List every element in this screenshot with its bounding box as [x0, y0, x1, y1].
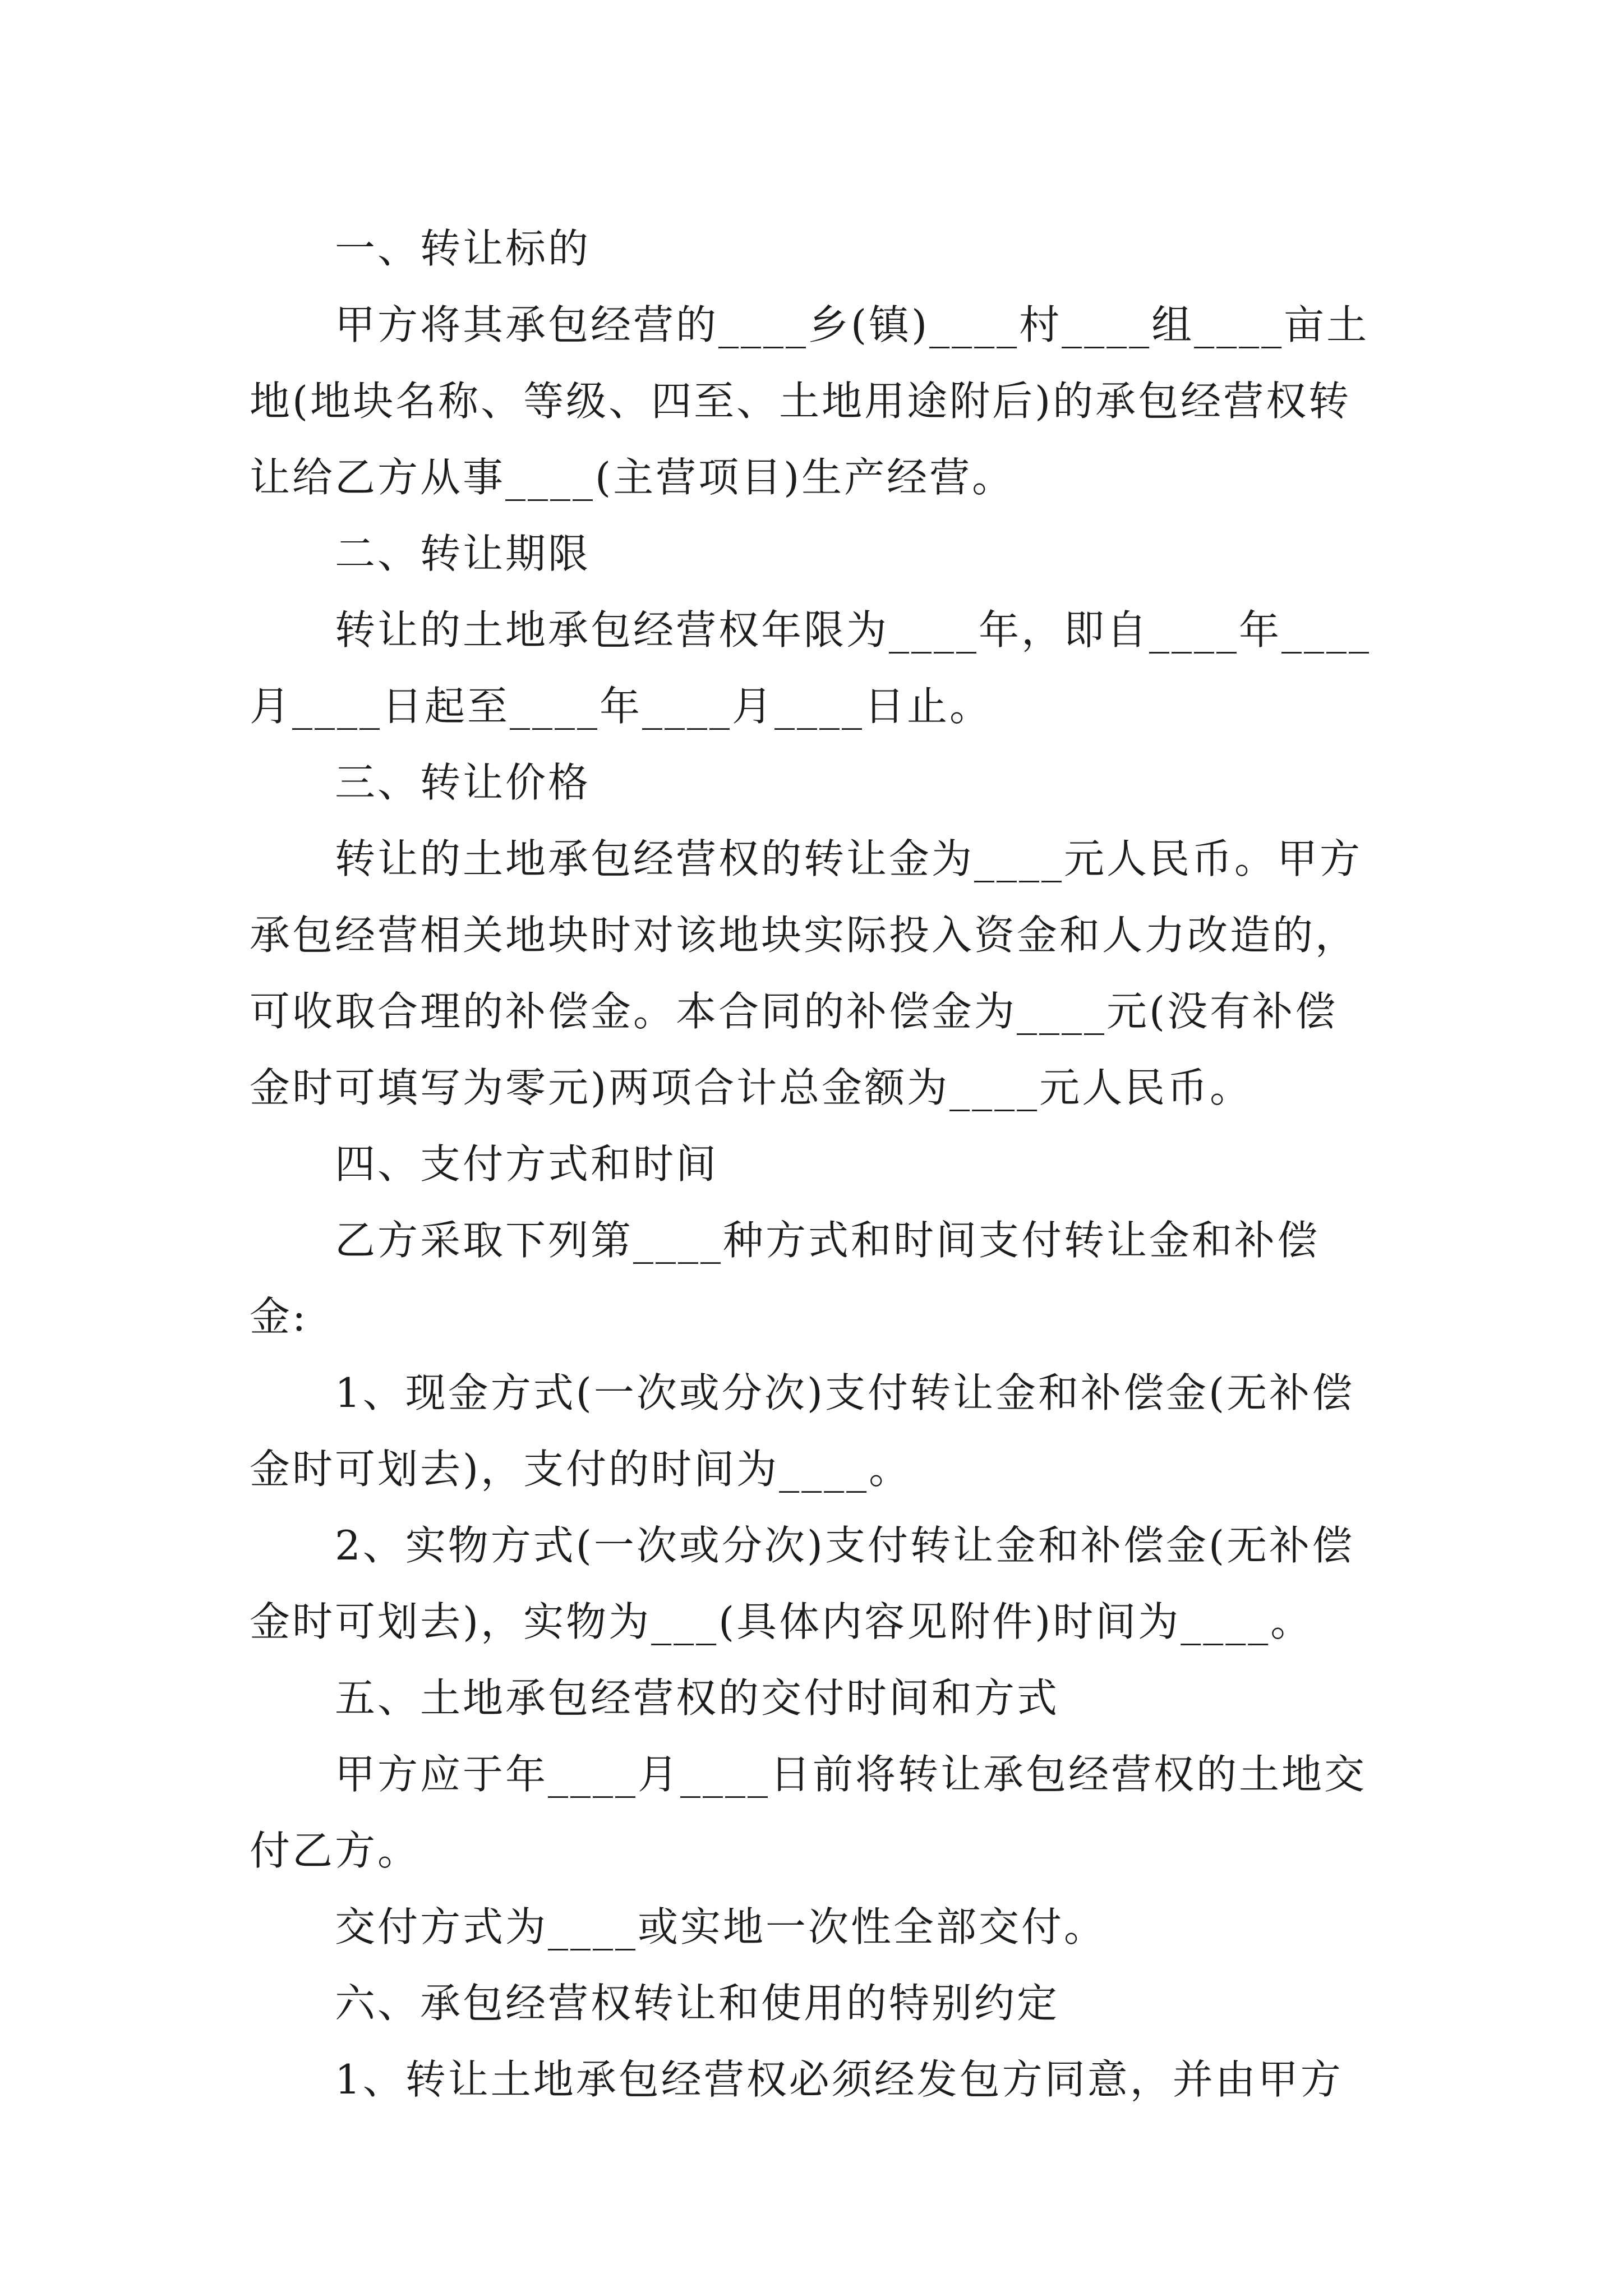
paragraph-transfer-price: 转让的土地承包经营权的转让金为____元人民币。甲方承包经营相关地块时对该地块实际投入资金和人力改造的，可收取合理的补偿金。本合同的补偿金为____元(没有补偿金时可填写为零元)两项合计总金额为____元人民币。: [250, 835, 1363, 1111]
paragraph-transfer-term: 转让的土地承包经营权年限为____年，即自____年____月____日起至____年____月____日止。: [250, 606, 1372, 730]
section-heading-delivery: 五、土地承包经营权的交付时间和方式: [335, 1674, 1060, 1722]
section-heading-transfer-price: 三、转让价格: [335, 759, 591, 806]
section-heading-transfer-subject: 一、转让标的: [335, 225, 591, 272]
paragraph-transfer-subject: 甲方将其承包经营的____乡(镇)____村____组____亩土地(地块名称、等级、四至、土地用途附后)的承包经营权转让给乙方从事____(主营项目)生产经营。: [250, 301, 1370, 501]
paragraph-delivery-date: 甲方应于年____月____日前将转让承包经营权的土地交付乙方。: [250, 1751, 1367, 1874]
paragraph-payment-cash: 1、现金方式(一次或分次)支付转让金和补偿金(无补偿金时可划去)，支付的时间为____。: [250, 1369, 1355, 1493]
contract-body: [250, 210, 1377, 2118]
paragraph-special-terms-1: 1、转让土地承包经营权必须经发包方同意，并由甲方: [335, 2056, 1343, 2103]
paragraph-payment-intro: 乙方采取下列第____种方式和时间支付转让金和补偿金:: [250, 1217, 1320, 1340]
section-heading-transfer-term: 二、转让期限: [335, 530, 591, 577]
section-heading-special-terms: 六、承包经营权转让和使用的特别约定: [335, 1980, 1060, 2027]
section-heading-payment: 四、支付方式和时间: [335, 1140, 719, 1188]
paragraph-payment-in-kind: 2、实物方式(一次或分次)支付转让金和补偿金(无补偿金时可划去)，实物为___(具体内容见附件)时间为____。: [250, 1522, 1355, 1645]
paragraph-delivery-method: 交付方式为____或实地一次性全部交付。: [335, 1903, 1107, 1950]
